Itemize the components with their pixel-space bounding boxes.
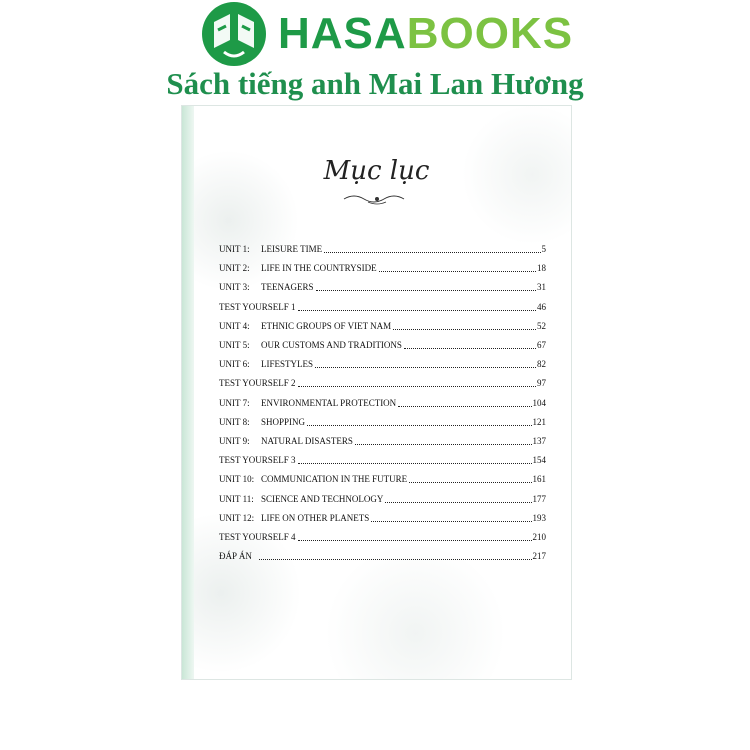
toc-entry (219, 433, 546, 447)
toc-entry-unit: TEST YOURSELF 3 (219, 455, 296, 466)
brand-part-books: BOOKS (406, 9, 574, 58)
toc-dot-leader (298, 540, 532, 541)
toc-entry-page: 137 (532, 436, 546, 446)
toc-entry-title: COMMUNICATION IN THE FUTURE (261, 474, 408, 485)
toc-entry-unit: TEST YOURSELF 4 (219, 532, 296, 542)
toc-dot-leader (315, 367, 536, 368)
toc-entry (219, 241, 546, 255)
toc-entry-page: 18 (537, 263, 546, 274)
toc-entry-title: LEISURE TIME (261, 244, 323, 254)
toc-dot-leader (324, 252, 540, 253)
toc-entry (219, 452, 546, 466)
toc-entry (219, 299, 546, 313)
toc-entry-page: 97 (537, 378, 546, 389)
toc-entry-page: 31 (537, 282, 546, 293)
toc-entry (219, 491, 546, 505)
store-header (0, 0, 750, 110)
toc-entry (219, 414, 546, 428)
toc-entry-page: 52 (537, 320, 546, 331)
toc-entry-unit: ĐÁP ÁN (219, 551, 252, 562)
toc-dot-leader (259, 559, 532, 560)
toc-entry (219, 471, 546, 485)
book-page (181, 105, 572, 680)
page-edge-strip (182, 106, 194, 679)
toc-dot-leader (404, 348, 536, 349)
toc-entry-unit: UNIT 1: (219, 244, 250, 254)
brand-part-hasa: HASA (278, 9, 407, 58)
toc-entry-unit: UNIT 9: (219, 436, 250, 446)
toc-entry (219, 529, 546, 543)
toc-entry-unit: UNIT 11: (219, 493, 254, 504)
toc-entry-unit: UNIT 7: (219, 397, 250, 408)
toc-entry-unit: UNIT 6: (219, 359, 250, 370)
brand-name (278, 6, 573, 62)
hasabooks-logo-icon (200, 0, 268, 68)
toc-dot-leader (398, 406, 531, 407)
toc-dot-leader (307, 425, 531, 426)
toc-entry-unit: UNIT 8: (219, 416, 250, 427)
toc-entry-unit: UNIT 10: (219, 474, 255, 485)
toc-entry (219, 318, 546, 332)
toc-entry-title: ENVIRONMENTAL PROTECTION (261, 397, 397, 408)
toc-entry-unit: TEST YOURSELF 1 (219, 301, 296, 312)
toc-dot-leader (409, 482, 531, 483)
toc-entry-page: 210 (532, 532, 546, 542)
toc-entry-page: 67 (537, 340, 546, 350)
toc-entry-unit: UNIT 2: (219, 263, 250, 274)
toc-entry (219, 279, 546, 293)
toc-entry-title: LIFESTYLES (261, 359, 314, 370)
toc-entry (219, 337, 546, 351)
toc-entry-title: LIFE ON OTHER PLANETS (261, 512, 370, 523)
toc-entry-page: 5 (541, 244, 546, 254)
flourish-ornament-icon (342, 192, 412, 206)
toc-entry-title: OUR CUSTOMS AND TRADITIONS (261, 340, 402, 350)
toc-entry-title: ETHNIC GROUPS OF VIET NAM (261, 320, 392, 331)
toc-dot-leader (379, 271, 536, 272)
toc-dot-leader (298, 463, 532, 464)
toc-entry-unit: UNIT 4: (219, 320, 250, 331)
toc-entry-unit: UNIT 12: (219, 512, 255, 523)
toc-entry-title: NATURAL DISASTERS (261, 436, 353, 446)
toc-dot-leader (371, 521, 531, 522)
toc-entry-page: 154 (532, 455, 546, 466)
toc-dot-leader (355, 444, 532, 445)
toc-entry (219, 395, 546, 409)
toc-entry-title: LIFE IN THE COUNTRYSIDE (261, 263, 377, 274)
toc-entry-page: 217 (532, 551, 546, 562)
toc-entry (219, 548, 546, 562)
toc-entry-unit: UNIT 3: (219, 282, 250, 293)
toc-dot-leader (298, 310, 536, 311)
toc-entry-unit: TEST YOURSELF 2 (219, 378, 296, 389)
toc-entry-page: 193 (532, 512, 546, 523)
toc-title: Mục lục (323, 156, 430, 186)
toc-dot-leader (385, 502, 531, 503)
toc-entry-unit: UNIT 5: (219, 340, 250, 350)
tagline: Sách tiếng anh Mai Lan Hương (166, 66, 584, 101)
toc-entry-page: 82 (537, 359, 546, 370)
toc-entry (219, 510, 546, 524)
toc-dot-leader (316, 290, 537, 291)
toc-dot-leader (298, 386, 536, 387)
toc-dot-leader (393, 329, 536, 330)
toc-entry-title: SCIENCE AND TECHNOLOGY (261, 493, 384, 504)
toc-entry-page: 104 (532, 397, 546, 408)
toc-entry-page: 161 (532, 474, 546, 485)
toc-entry-page: 46 (537, 301, 546, 312)
toc-entry (219, 356, 546, 370)
toc-entry (219, 260, 546, 274)
toc-entry (219, 375, 546, 389)
toc-entry-page: 121 (532, 416, 546, 427)
toc-entry-title: SHOPPING (261, 416, 306, 427)
toc-entry-title: TEENAGERS (261, 282, 314, 293)
toc-entry-page: 177 (532, 493, 546, 504)
